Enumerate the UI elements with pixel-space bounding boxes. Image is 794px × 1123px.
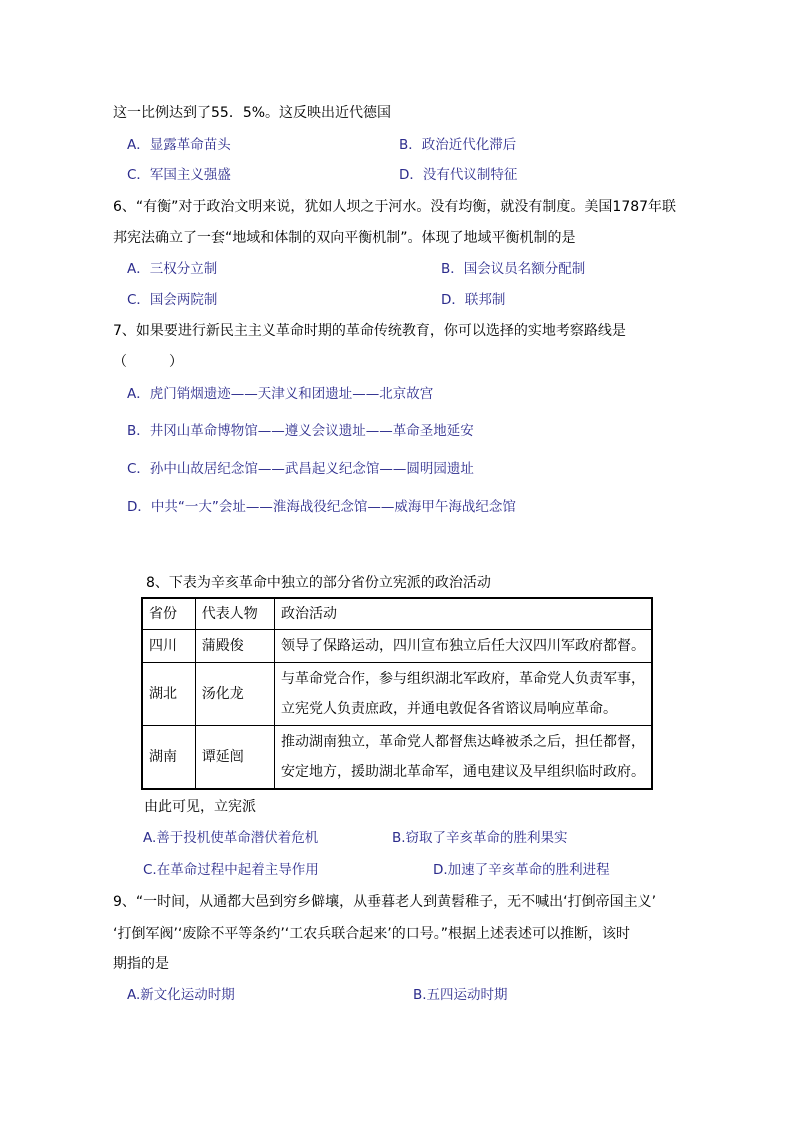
q6-stem-line2: 邦宪法确立了一套“地域和体制的双向平衡机制”。体现了地域平衡机制的是 [113, 230, 576, 246]
table-header-province: 省份 [142, 598, 195, 630]
q8-option-b: B.窃取了辛亥革命的胜利果实 [392, 830, 568, 846]
table-cell-person: 谭延闿 [195, 726, 274, 790]
q7-option-c: C．孙中山故居纪念馆——武昌起义纪念馆——圆明园遗址 [127, 461, 474, 477]
q8-stem: 8、下表为辛亥革命中独立的部分省份立宪派的政治活动 [146, 575, 491, 591]
q7-option-d: D．中共“一大”会址——淮海战役纪念馆——威海甲午海战纪念馆 [127, 499, 516, 515]
q5-option-d: D．没有代议制特征 [399, 167, 518, 183]
table-header-row [142, 598, 652, 630]
table-cell-activity [275, 630, 653, 663]
q5-option-b: B．政治近代化滞后 [399, 137, 517, 153]
table-row [142, 630, 652, 663]
activity-line: 推动湖南独立，革命党人都督焦达峰被杀之后，担任都督， [281, 734, 645, 750]
q8-option-c: C.在革命过程中起着主导作用 [143, 862, 319, 878]
q6-option-c: C．国会两院制 [127, 292, 218, 308]
q8-option-a: A.善于投机使革命潜伏着危机 [143, 830, 319, 846]
q9-option-b: B.五四运动时期 [413, 987, 508, 1003]
table-header-activity: 政治活动 [275, 598, 653, 630]
q7-stem-line1: 7、如果要进行新民主主义革命时期的革命传统教育，你可以选择的实地考察路线是 [113, 323, 626, 339]
table-cell-province: 湖南 [142, 726, 195, 790]
table-row [142, 663, 652, 726]
activity-line: 领导了保路运动，四川宣布独立后任大汉四川军政府都督。 [281, 638, 645, 654]
q8-option-d: D.加速了辛亥革命的胜利进程 [433, 862, 610, 878]
constitutionalist-activities-table [141, 597, 653, 790]
table-cell-province: 湖北 [142, 663, 195, 726]
q9-stem-line3: 期指的是 [113, 956, 169, 972]
table-cell-activity [275, 726, 653, 790]
q5-option-c: C．军国主义强盛 [127, 167, 231, 183]
q9-stem-line2: ‘打倒军阀’‘废除不平等条约’‘工农兵联合起来’的口号。”根据上述表述可以推断，该时 [113, 926, 630, 942]
activity-line: 立宪党人负责庶政，并通电敦促各省谘议局响应革命。 [281, 701, 617, 717]
q8-conclusion: 由此可见，立宪派 [144, 799, 256, 815]
q7-option-a: A．虎门销烟遗迹——天津义和团遗址——北京故宫 [127, 386, 434, 402]
q7-stem-line2: （ ） [113, 354, 183, 370]
table-cell-activity [275, 663, 653, 726]
q9-stem-line1: 9、“一时间，从通都大邑到穷乡僻壤，从垂暮老人到黄髫稚子，无不喊出‘打倒帝国主义’ [113, 894, 657, 910]
table-header-person: 代表人物 [195, 598, 274, 630]
table-row [142, 726, 652, 790]
q6-option-d: D．联邦制 [441, 292, 506, 308]
q6-option-a: A．三权分立制 [127, 261, 218, 277]
table-cell-province: 四川 [142, 630, 195, 663]
q5-continuation: 这一比例达到了55．5%。这反映出近代德国 [113, 105, 392, 121]
q6-stem-line1: 6、“有衡”对于政治文明来说，犹如人坝之于河水。没有均衡，就没有制度。美国1787年联 [113, 199, 677, 215]
q7-option-b: B．井冈山革命博物馆——遵义会议遗址——革命圣地延安 [127, 423, 474, 439]
table-cell-person: 蒲殿俊 [195, 630, 274, 663]
table-cell-person: 汤化龙 [195, 663, 274, 726]
q6-option-b: B．国会议员名额分配制 [441, 261, 586, 277]
activity-line: 与革命党合作，参与组织湖北军政府，革命党人负责军事， [281, 671, 645, 687]
activity-line: 安定地方，援助湖北革命军，通电建议及早组织临时政府。 [281, 764, 645, 780]
q5-option-a: A．显露革命苗头 [127, 137, 231, 153]
q9-option-a: A.新文化运动时期 [127, 987, 235, 1003]
